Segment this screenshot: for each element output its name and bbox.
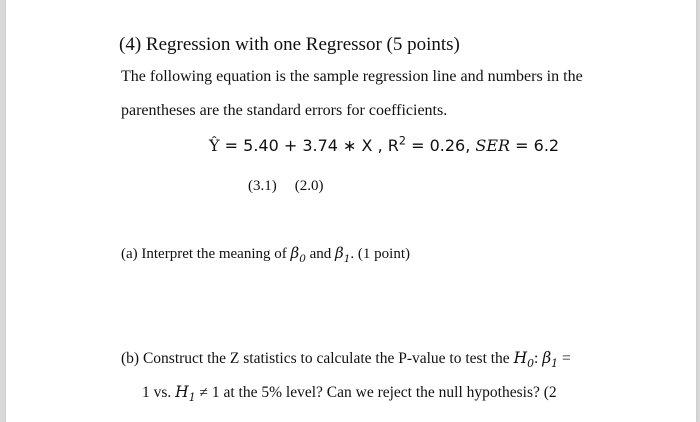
part-a-question <box>121 244 410 263</box>
beta-0-subscript: 0 <box>299 253 306 265</box>
beta-1-subscript: 1 <box>343 253 351 265</box>
beta-1-symbol: β <box>335 244 344 262</box>
h0 <box>513 349 535 371</box>
beta-0 <box>290 244 306 265</box>
beta-1 <box>335 244 351 265</box>
beta-0-symbol: β <box>290 244 300 262</box>
h0-equals: = <box>558 350 571 367</box>
h1-subscript: 1 <box>188 391 196 405</box>
regression-equation <box>209 136 559 155</box>
intro-text-line-1: The following equation is the sample regression line and numbers in the <box>121 68 583 85</box>
h1-not-equal: ≠ 1 <box>195 384 220 401</box>
ser-label: SER <box>475 136 511 155</box>
beta-1-null-subscript: 1 <box>551 357 559 371</box>
r-squared-exponent: 2 <box>398 134 407 148</box>
standard-errors <box>248 178 324 195</box>
part-a-and: and <box>305 246 336 262</box>
question-title: (4) Regression with one Regressor (5 points) <box>119 34 460 55</box>
intro-text-line-2: parentheses are the standard errors for coefficients. <box>121 102 448 119</box>
document-page <box>6 0 696 422</box>
part-a-prefix: (a) Interpret the meaning of <box>121 246 291 262</box>
part-b-line-2-suffix: at the 5% level? Can we reject the null hypothesis? (2 <box>219 384 557 401</box>
equation-part-1: = 5.40 + 3.74 ∗ X , R <box>219 136 399 155</box>
part-b-prefix: (b) Construct the Z statistics to calculate the P-value to test the <box>121 350 514 367</box>
beta-1-null <box>542 349 559 371</box>
y-hat: Ŷ <box>209 136 220 155</box>
h0-subscript: 0 <box>527 357 535 371</box>
part-b-line-2-prefix: 1 vs. <box>142 384 176 401</box>
h1 <box>175 383 196 405</box>
part-a-suffix: . (1 point) <box>350 246 410 262</box>
part-b-line-1 <box>121 349 571 371</box>
equation-part-3: = 6.2 <box>510 136 560 155</box>
equation-part-2: = 0.26, <box>406 136 476 155</box>
h0-symbol: H <box>513 349 528 367</box>
se-slope: (2.0) <box>294 178 324 194</box>
h0-colon: : <box>534 350 543 367</box>
se-intercept: (3.1) <box>248 178 277 194</box>
h1-symbol: H <box>175 383 189 401</box>
part-b-line-2 <box>142 383 557 405</box>
beta-1-null-symbol: β <box>542 349 552 367</box>
